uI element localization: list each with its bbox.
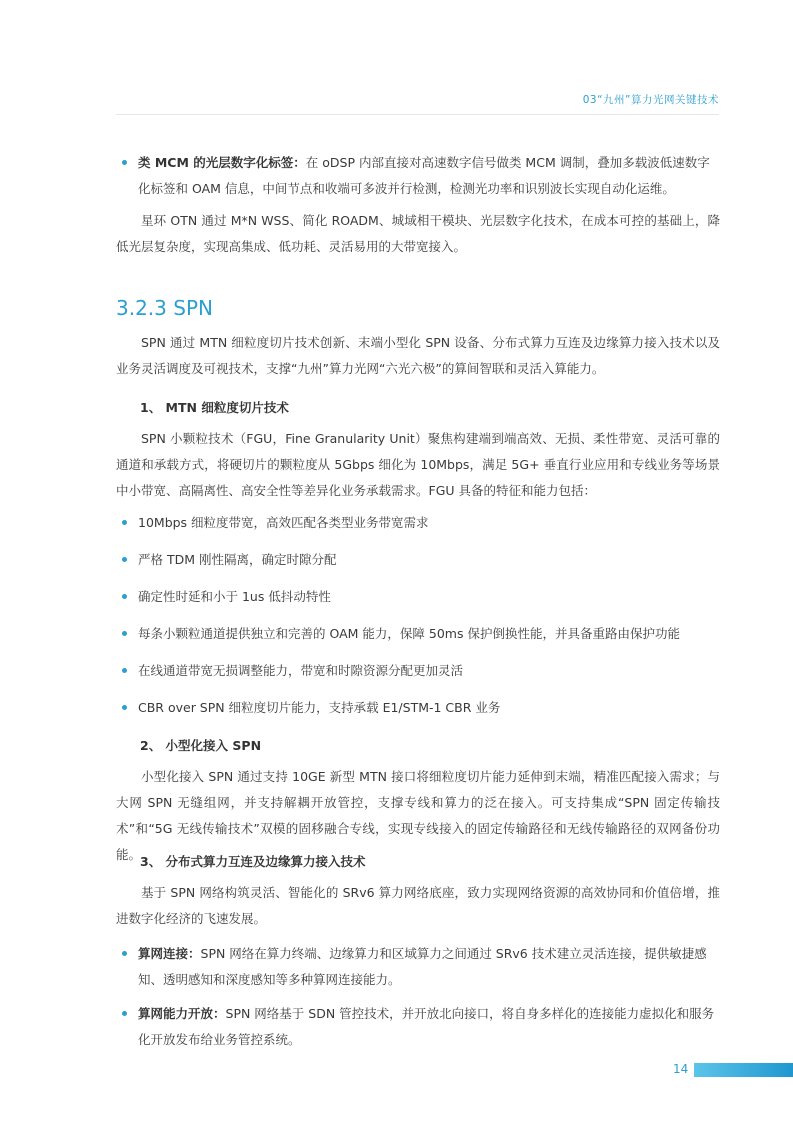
bullet-dot-icon <box>122 951 127 956</box>
list-item <box>116 547 720 573</box>
bullet-dot-icon <box>122 160 127 165</box>
bullet-text: CBR over SPN 细粒度切片能力，支持承载 E1/STM-1 CBR 业务 <box>138 700 501 715</box>
list-item <box>116 1001 720 1053</box>
bullet-dot-icon <box>122 1011 127 1016</box>
bullet-dot-icon <box>122 520 127 525</box>
section-title: 3.2.3 SPN <box>116 296 213 320</box>
section-intro: SPN 通过 MTN 细粒度切片技术创新、末端小型化 SPN 设备、分布式算力互连及边缘算力接入技术以及业务灵活调度及可视技术，支撑“九州”算力光网“六光六极”的算间智联和灵活入算能力。 <box>116 335 720 376</box>
bullet-text: 严格 TDM 刚性隔离，确定时隙分配 <box>138 552 337 567</box>
header-divider <box>116 114 719 115</box>
bullet-text: SPN 网络在算力终端、边缘算力和区域算力之间通过 SRv6 技术建立灵活连接，提供敏捷感知、透明感知和深度感知等多种算网连接能力。 <box>138 946 707 987</box>
list-item <box>116 695 720 721</box>
page-number-bar <box>694 1063 793 1077</box>
bullet-text: 在线通道带宽无损调整能力，带宽和时隙资源分配更加灵活 <box>138 663 464 678</box>
bullet-text: 10Mbps 细粒度带宽，高效匹配各类型业务带宽需求 <box>138 515 429 530</box>
bullet-term: 算网能力开放： <box>138 1006 226 1021</box>
paragraph: SPN 小颗粒技术（FGU，Fine Granularity Unit）聚焦构建端到端高效、无损、柔性带宽、灵活可靠的通道和承载方式，将硬切片的颗粒度从 5Gbps 细化为 10Mbps，满足 5G+ 垂直行业应用和专线业务等场景中小带宽、高隔离性、高安全性等差异化业务承载需求。FGU 具备的特征和能力包括： <box>116 431 720 498</box>
page-number: 14 <box>673 1062 689 1076</box>
bullet-term: 类 MCM 的光层数字化标签： <box>138 155 306 170</box>
bullet-dot-icon <box>122 594 127 599</box>
subsection-title: 1、 MTN 细粒度切片技术 <box>140 400 289 415</box>
bullet-dot-icon <box>122 668 127 673</box>
bullet-text: 确定性时延和小于 1us 低抖动特性 <box>138 589 331 604</box>
list-item <box>116 584 720 610</box>
bullet-dot-icon <box>122 557 127 562</box>
paragraph: 小型化接入 SPN 通过支持 10GE 新型 MTN 接口将细粒度切片能力延伸到末端，精准匹配接入需求；与大网 SPN 无缝组网，并支持解耦开放管控，支撑专线和算力的泛在接入。可支持集成“SPN 固定传输技术”和“5G 无线传输技术”双模的固移融合专线，实现专线接入的固定传输路径和无线传输路径的双网备份功能。 <box>116 769 720 862</box>
bullet-term: 算网连接： <box>138 946 201 961</box>
list-item <box>116 621 720 647</box>
bullet-dot-icon <box>122 705 127 710</box>
list-item <box>116 658 720 684</box>
list-item <box>116 150 720 202</box>
list-item <box>116 941 720 993</box>
bullet-text: SPN 网络基于 SDN 管控技术，并开放北向接口，将自身多样化的连接能力虚拟化和服务化开放发布给业务管控系统。 <box>138 1006 715 1047</box>
subsection-title: 2、 小型化接入 SPN <box>140 738 262 753</box>
paragraph: 基于 SPN 网络构筑灵活、智能化的 SRv6 算力网络底座，致力实现网络资源的高效协同和价值倍增，推进数字化经济的飞速发展。 <box>116 885 720 926</box>
list-item <box>116 510 720 536</box>
subsection-title: 3、 分布式算力互连及边缘算力接入技术 <box>140 854 366 869</box>
bullet-text: 每条小颗粒通道提供独立和完善的 OAM 能力，保障 50ms 保护倒换性能，并具备重路由保护功能 <box>138 626 680 641</box>
chapter-header: 03“九州”算力光网关键技术 <box>582 94 719 106</box>
bullet-dot-icon <box>122 631 127 636</box>
paragraph: 星环 OTN 通过 M*N WSS、简化 ROADM、城域相干模块、光层数字化技术，在成本可控的基础上，降低光层复杂度，实现高集成、低功耗、灵活易用的大带宽接入。 <box>116 213 720 254</box>
bullet-text: 在 oDSP 内部直接对高速数字信号做类 MCM 调制，叠加多载波低速数字化标签和 OAM 信息，中间节点和收端可多波并行检测，检测光功率和识别波长实现自动化运维。 <box>138 155 710 196</box>
